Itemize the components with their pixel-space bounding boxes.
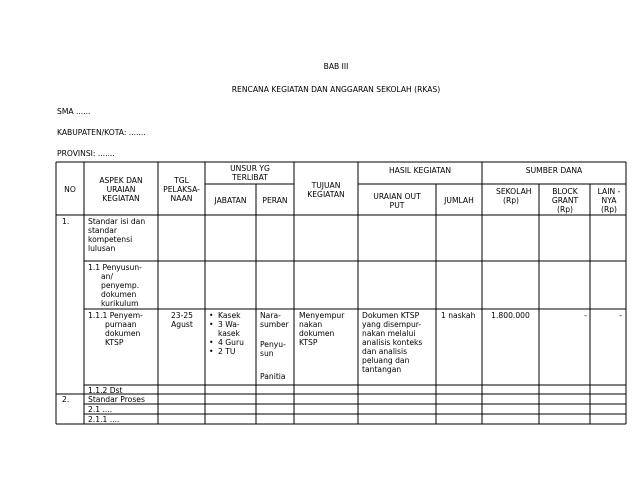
list-item: • 3 Wa-kasek <box>209 320 255 338</box>
row3-peran-3: Panitia <box>260 372 286 381</box>
row2-aspek <box>88 263 152 308</box>
row4-aspek: 1.1.2 Dst <box>88 386 123 395</box>
row3-jumlah: 1 naskah <box>441 311 476 320</box>
row3-sekolah: 1.800.000 <box>491 311 530 320</box>
row2-aspek-text: 1.1 Penyusun-an/ penyemp. dokumen kurikulum <box>88 263 142 308</box>
header-jumlah: JUMLAH <box>444 196 474 205</box>
row1-no: 1. <box>62 217 70 226</box>
header-hasil: HASIL KEGIATAN <box>388 166 452 175</box>
header-unsur: UNSUR YG TERLIBAT <box>230 164 270 182</box>
header-peran: PERAN <box>262 196 288 205</box>
list-item: • 4 Guru <box>209 338 255 347</box>
header-jabatan: JABATAN <box>214 196 247 205</box>
province-name: PROVINSI: ....... <box>57 149 115 158</box>
row3-tujuan: Menyempur nakan dokumen KTSP <box>299 311 345 347</box>
row3-lain: - <box>619 311 622 320</box>
header-tgl: TGL PELAKSA-NAAN <box>163 176 200 203</box>
row7-aspek: 2.1.1 .... <box>88 415 120 424</box>
school-name: SMA ...... <box>57 107 91 116</box>
header-uraian-output: URAIAN OUT PUT <box>373 192 421 210</box>
row3-jabatan-list <box>209 311 255 356</box>
header-tujuan: TUJUAN KEGIATAN <box>307 181 345 199</box>
row1-aspek: Standar isi dan standar kompetensi lulusan <box>88 217 146 253</box>
district-name: KABUPATEN/KOTA: ....... <box>57 128 146 137</box>
row5-no: 2. <box>62 395 70 404</box>
page-title: RENCANA KEGIATAN DAN ANGGARAN SEKOLAH (RKAS) <box>231 85 441 94</box>
row5-aspek: Standar Proses <box>88 395 145 404</box>
header-sekolah: SEKOLAH (Rp) <box>496 187 532 205</box>
header-no: NO <box>64 185 76 194</box>
row6-aspek: 2.1 .... <box>88 405 113 414</box>
header-block-grant: BLOCK GRANT (Rp) <box>551 187 579 214</box>
row3-peran-1: Nara-sumber <box>260 311 289 329</box>
chapter-label: BAB III <box>323 62 349 71</box>
header-lainnya: LAIN -NYA (Rp) <box>597 187 621 214</box>
row3-block: - <box>584 311 587 320</box>
row3-tgl: 23-25 Agust <box>170 311 194 329</box>
list-item: • Kasek <box>209 311 255 320</box>
row3-aspek-text: 1.1.1 Penyem-purnaan dokumen KTSP <box>88 311 143 347</box>
row3-output: Dokumen KTSP yang disempur-nakan melalui analisis konteks dan analisis peluang dan tantangan <box>362 311 423 374</box>
row3-jabatan <box>209 311 255 356</box>
row3-peran-2: Penyu-sun <box>260 340 286 358</box>
list-item: • 2 TU <box>209 347 255 356</box>
row3-aspek <box>88 311 154 347</box>
header-sumber-dana: SUMBER DANA <box>525 166 583 175</box>
header-aspek: ASPEK DAN URAIAN KEGIATAN <box>99 176 143 203</box>
